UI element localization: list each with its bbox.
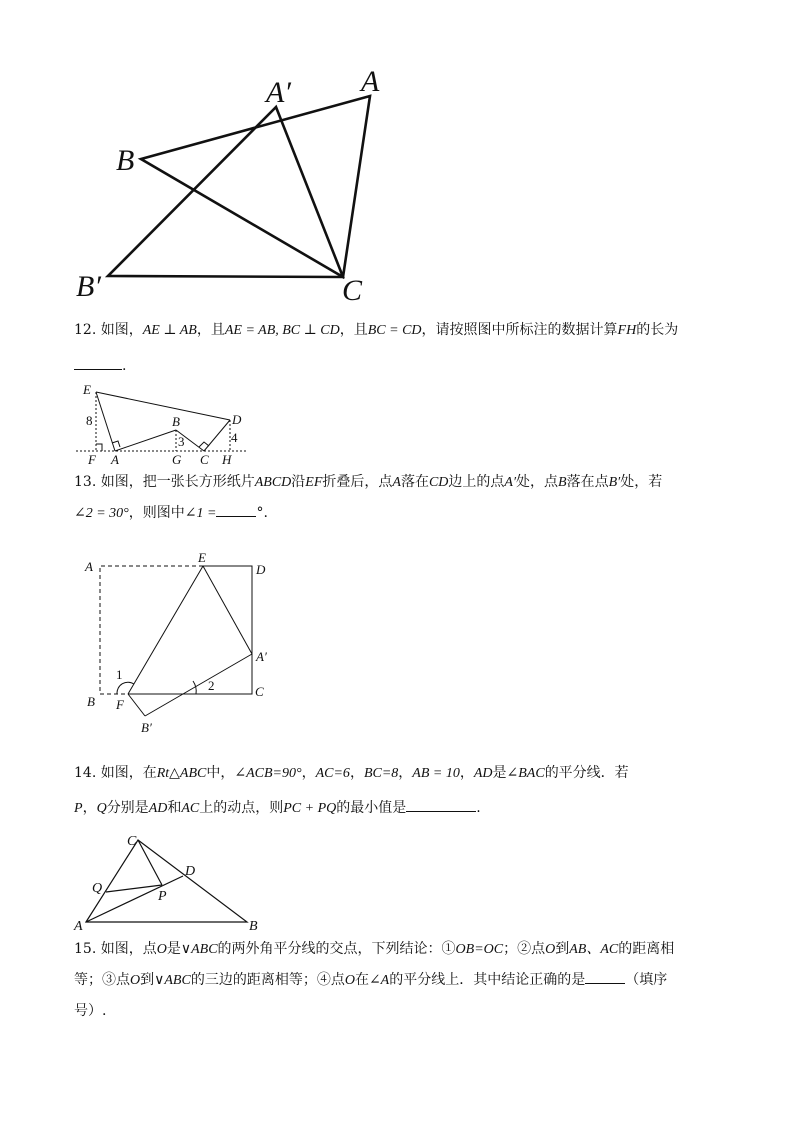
question-15 <box>74 934 734 1027</box>
math-expr: Q <box>96 801 107 816</box>
label-point-b: B <box>249 919 258 934</box>
question-text: 到 <box>555 941 570 957</box>
math-expr: AE = AB, BC ⊥ CD <box>224 323 340 338</box>
label-point-e: E <box>83 382 91 397</box>
question-13-line1 <box>74 467 734 498</box>
math-expr: ∠ACB=90° <box>234 766 302 781</box>
question-15-line1 <box>74 934 734 965</box>
math-expr: ∠2 = 30° <box>74 506 129 521</box>
math-expr: ∠BAC <box>506 766 545 781</box>
question-text: 在 <box>354 972 369 988</box>
question-number: 13. <box>74 474 97 490</box>
question-14 <box>74 758 734 824</box>
answer-blank[interactable] <box>216 502 256 517</box>
label-point-b-prime: B′ <box>76 270 101 303</box>
math-expr: FH <box>617 323 637 338</box>
math-expr: CD <box>428 475 449 490</box>
math-expr: ∠1 = <box>184 506 217 521</box>
label-point-b-prime: B′ <box>141 720 152 735</box>
label-point-c: C <box>342 274 363 307</box>
question-number: 14. <box>74 765 97 781</box>
math-expr: AB = 10 <box>412 766 460 781</box>
question-text: 分别是 <box>106 800 149 816</box>
question-13 <box>74 467 734 529</box>
label-point-e: E <box>198 550 206 565</box>
label-point-f: F <box>88 452 96 467</box>
question-12-line1 <box>74 315 734 346</box>
question-text: 中， <box>206 765 235 781</box>
label-point-c: C <box>200 452 209 467</box>
label-length-dh: 4 <box>231 430 238 445</box>
question-14-line1 <box>74 758 734 789</box>
question-text: 的三边的距离相等；④点 <box>190 972 345 988</box>
question-text: ， <box>82 800 97 816</box>
math-expr: Rt△ABC <box>156 766 207 781</box>
math-expr: ∨ABC <box>154 973 191 988</box>
label-length-ef: 8 <box>86 413 93 428</box>
question-text: ，则图中 <box>128 505 185 521</box>
label-point-d: D <box>185 864 196 879</box>
question-text: . <box>122 358 127 374</box>
question-text: 如图，点 <box>100 941 157 957</box>
math-expr: O <box>130 973 141 988</box>
math-expr: ABCD <box>254 475 292 490</box>
math-expr: AE ⊥ AB <box>142 323 197 338</box>
question-15-line2 <box>74 965 734 996</box>
figure-q14 <box>0 830 794 940</box>
answer-blank[interactable] <box>406 797 476 812</box>
question-13-line2 <box>74 498 734 529</box>
label-angle-2: 2 <box>208 678 215 693</box>
label-point-a-prime: A′ <box>266 76 291 109</box>
question-text: 到 <box>140 972 155 988</box>
question-text: 如图，把一张长方形纸片 <box>100 474 255 490</box>
question-text: 如图， <box>100 322 143 338</box>
question-text: ，请按照图中所标注的数据计算 <box>421 322 618 338</box>
question-text: （填序 <box>625 972 668 988</box>
math-expr: ∠A <box>368 973 390 988</box>
label-angle-1: 1 <box>116 667 123 682</box>
question-14-line2 <box>74 793 734 824</box>
question-text: ；②点 <box>503 941 546 957</box>
math-expr: P <box>74 801 83 816</box>
math-expr: BC = CD <box>367 323 422 338</box>
math-expr: PC + PQ <box>283 801 337 816</box>
label-point-c: C <box>127 834 137 849</box>
math-expr: AC <box>181 801 200 816</box>
label-point-d: D <box>256 562 266 577</box>
answer-blank[interactable] <box>585 969 625 984</box>
question-text: 折叠后，点 <box>322 474 393 490</box>
question-text: ，且 <box>196 322 225 338</box>
label-length-bg: 3 <box>178 434 185 449</box>
math-expr: O <box>156 942 167 957</box>
figure-triangles-rotation <box>0 0 794 310</box>
question-text: ， <box>301 765 316 781</box>
question-text: 处，若 <box>620 474 663 490</box>
math-expr: AC=6 <box>315 766 350 781</box>
question-text: 是 <box>166 941 181 957</box>
question-text: 的距离相 <box>618 941 675 957</box>
label-point-d: D <box>232 412 242 427</box>
question-text: °. <box>256 505 268 521</box>
question-text: 落在 <box>400 474 429 490</box>
question-text: 和 <box>167 800 182 816</box>
math-expr: EF <box>305 475 323 490</box>
question-text: 的两外角平分线的交点，下列结论：① <box>217 941 456 957</box>
question-12 <box>74 315 734 382</box>
label-point-h: H <box>222 452 232 467</box>
question-text: ，且 <box>339 322 368 338</box>
question-text: 的最小值是 <box>336 800 407 816</box>
question-text: 处，点 <box>516 474 559 490</box>
question-text: 边上的点 <box>448 474 505 490</box>
label-point-a: A <box>111 452 119 467</box>
question-number: 15. <box>74 941 97 957</box>
figure-q13 <box>0 548 794 748</box>
label-point-b: B <box>87 694 95 709</box>
label-point-g: G <box>172 452 182 467</box>
math-expr: O <box>344 973 355 988</box>
math-expr: O <box>545 942 556 957</box>
question-text: 的长为 <box>636 322 679 338</box>
question-text: 的平分线．若 <box>544 765 629 781</box>
math-expr: ∨ABC <box>180 942 218 957</box>
math-expr: AB、AC <box>569 942 619 957</box>
question-number: 12. <box>74 322 97 338</box>
label-point-b: B <box>116 144 135 177</box>
math-expr: AD <box>473 766 493 781</box>
question-15-line3 <box>74 996 734 1027</box>
question-text: 的平分线上．其中结论正确的是 <box>389 972 586 988</box>
question-text: . <box>476 800 481 816</box>
question-text: ， <box>349 765 364 781</box>
answer-blank[interactable] <box>74 355 122 370</box>
math-expr: BC=8 <box>363 766 399 781</box>
question-text: 等；③点 <box>74 972 130 988</box>
label-point-a: A <box>74 919 83 934</box>
question-text: 号）. <box>74 1003 107 1019</box>
math-expr: A′ <box>504 475 517 490</box>
math-expr: B′ <box>608 475 621 490</box>
label-point-q: Q <box>92 881 103 896</box>
math-expr: B <box>558 475 567 490</box>
label-point-a: A <box>85 559 93 574</box>
label-point-a: A <box>361 65 380 98</box>
math-expr: OB=OC <box>455 942 504 957</box>
math-expr: AD <box>148 801 168 816</box>
triangle-abc <box>141 96 370 277</box>
question-text: 是 <box>492 765 507 781</box>
math-expr: A <box>392 475 401 490</box>
question-text: 沿 <box>291 474 306 490</box>
question-text: 上的动点，则 <box>199 800 284 816</box>
label-point-c: C <box>255 684 264 699</box>
label-point-b: B <box>172 414 180 429</box>
triangle-a-prime-b-prime-c <box>108 107 343 277</box>
label-point-p: P <box>158 889 167 904</box>
question-text: ， <box>459 765 474 781</box>
label-point-a-prime: A′ <box>256 649 267 664</box>
label-point-f: F <box>116 697 124 712</box>
question-12-line2 <box>74 351 734 382</box>
question-text: 落在点 <box>566 474 609 490</box>
question-text: 如图，在 <box>100 765 157 781</box>
figure-q12 <box>0 380 794 470</box>
question-text: ， <box>398 765 413 781</box>
